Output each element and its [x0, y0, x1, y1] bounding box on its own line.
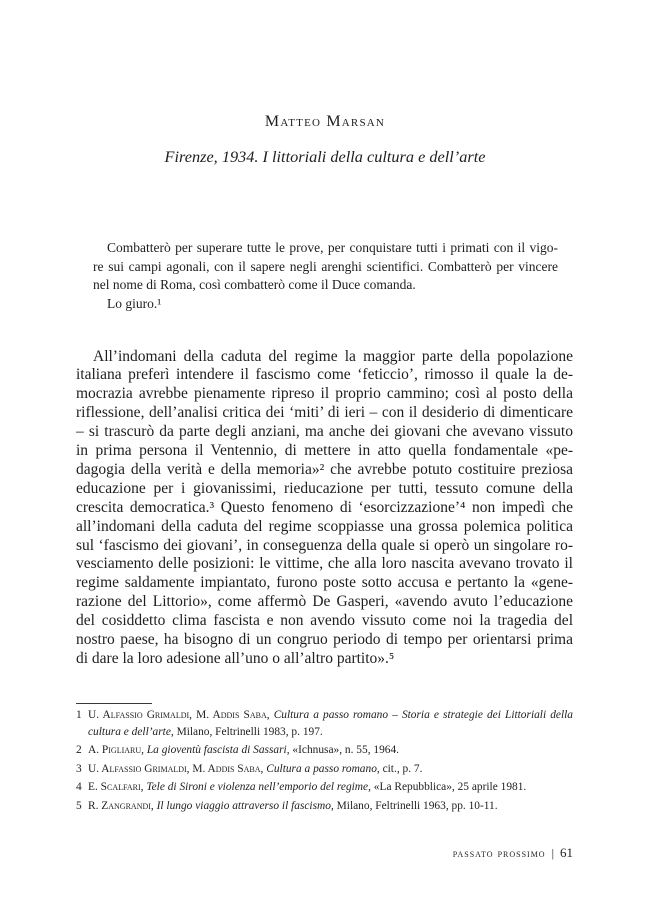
body-line: dagogia della verità e della memoria»² che avrebbe potuto costituire preziosa	[76, 460, 573, 478]
footnote-separator: ,	[140, 781, 147, 793]
footnote	[76, 742, 573, 759]
footnote	[76, 779, 573, 796]
footnote-details: , Milano, Feltrinelli 1983, p. 197.	[170, 725, 323, 738]
footnote-separator: ,	[260, 762, 267, 775]
footnote-authors: R. Zangrandi	[88, 799, 151, 812]
footnote-details: , «Ichnusa», n. 55, 1964.	[286, 744, 400, 756]
footnote-rule	[76, 703, 152, 704]
footnote-title: Tele di Sironi e violenza nell’emporio del regime	[146, 781, 369, 793]
body-line: in prima persona il Ventennio, di mettere in atto quella fondamentale «pe-	[76, 442, 573, 460]
footnote-number: 2	[76, 744, 82, 756]
journal-name: passato prossimo	[452, 846, 546, 860]
footnote-title: Il lungo viaggio attraverso il fascismo	[156, 799, 331, 812]
body-line: di dare la loro adesione all’uno o all’altro partito».⁵	[76, 650, 395, 667]
footnote-authors: E. Scalfari	[88, 781, 141, 793]
page-number: 61	[560, 845, 573, 860]
footnote-separator: ,	[141, 744, 147, 756]
epigraph-line: Lo giuro.¹	[107, 295, 162, 311]
footnote-authors: U. Alfassio Grimaldi, M. Addis Saba	[88, 762, 261, 775]
running-footer	[453, 845, 573, 861]
footnote-title: Cultura a passo romano – Storia e strategie dei Littoriali della cultura e dell’arte	[88, 709, 573, 738]
footer-separator: |	[551, 846, 554, 860]
epigraph	[93, 239, 558, 313]
footnotes	[76, 707, 573, 816]
footnote-number: 5	[76, 799, 82, 812]
footnote	[76, 798, 573, 815]
footnote-authors: A. Pigliaru	[88, 744, 142, 756]
footnote	[76, 707, 573, 740]
footnote-number: 3	[76, 762, 82, 775]
footnote	[76, 761, 573, 778]
body-line: vesciamento delle posizioni: le vittime, che alla loro nascita avevano trovato il	[76, 555, 573, 573]
body-paragraph	[76, 348, 573, 669]
article-title: Firenze, 1934. I littoriali della cultura e dell’arte	[164, 147, 486, 166]
body-line: all’indomani della caduta del regime scoppiasse una grossa polemica politica	[76, 517, 573, 535]
epigraph-line: Combatterò per superare tutte le prove, per conquistare tutti i primati con il vigo-	[107, 240, 558, 255]
footnote-title: Cultura a passo romano	[266, 762, 377, 775]
footnote-separator: ,	[150, 799, 157, 812]
body-line: mocrazia avrebbe pienamente ripreso il proprio cammino; così al posto della	[76, 385, 573, 403]
body-line: crescita democratica.³ Questo fenomeno di ‘esorcizzazione’⁴ non impedì che	[76, 498, 573, 516]
footnote-authors: U. Alfassio Grimaldi, M. Addis Saba	[88, 709, 267, 721]
body-line: nostro paese, ha bisogno di un congruo periodo di tempo per orientarsi prima	[76, 631, 573, 649]
footnote-number: 4	[76, 781, 82, 793]
author-name: Matteo Marsan	[264, 113, 386, 130]
footnote-details: , cit., p. 7.	[376, 762, 423, 775]
body-line: – si trascurò da parte degli anziani, ma anche dei giovani che avevano vissuto	[76, 423, 573, 441]
body-line: del cosiddetto clima fascista e non avendo vissuto come noi la tragedia del	[76, 612, 573, 630]
body-line: riflessione, dell’analisi critica dei ‘miti’ di ieri – con il desiderio di dimenticare	[76, 404, 573, 422]
body-line: educazione per i giovanissimi, rieducazione per tutti, tessuto comune della	[76, 479, 573, 497]
body-line: All’indomani della caduta del regime la maggior parte della popolazione	[93, 347, 573, 365]
footnote-details: , Milano, Feltrinelli 1963, pp. 10-11.	[330, 799, 498, 812]
footnote-title: La gioventù fascista di Sassari	[146, 744, 287, 756]
epigraph-line: nel nome di Roma, così combatterò come il Duce comanda.	[93, 277, 416, 292]
body-line: regime saldamente impiantato, furono poste sotto accusa e pertanto la «gene-	[76, 574, 573, 592]
body-line: sul ‘fascismo dei giovani’, in conseguenza della quale si operò un singolare ro-	[76, 536, 573, 554]
body-line: italiana preferì intendere il fascismo come ‘feticcio’, rimosso il quale la de-	[76, 366, 573, 384]
footnote-number: 1	[76, 709, 82, 721]
epigraph-line: re sui campi agonali, con il sapere negli arenghi scientifici. Combatterò per vincere	[93, 258, 558, 274]
body-line: razione del Littorio», come affermò De Gasperi, «avendo avuto l’educazione	[76, 593, 573, 611]
footnote-separator: ,	[266, 709, 274, 721]
footnote-details: , «La Repubblica», 25 aprile 1981.	[368, 781, 527, 793]
